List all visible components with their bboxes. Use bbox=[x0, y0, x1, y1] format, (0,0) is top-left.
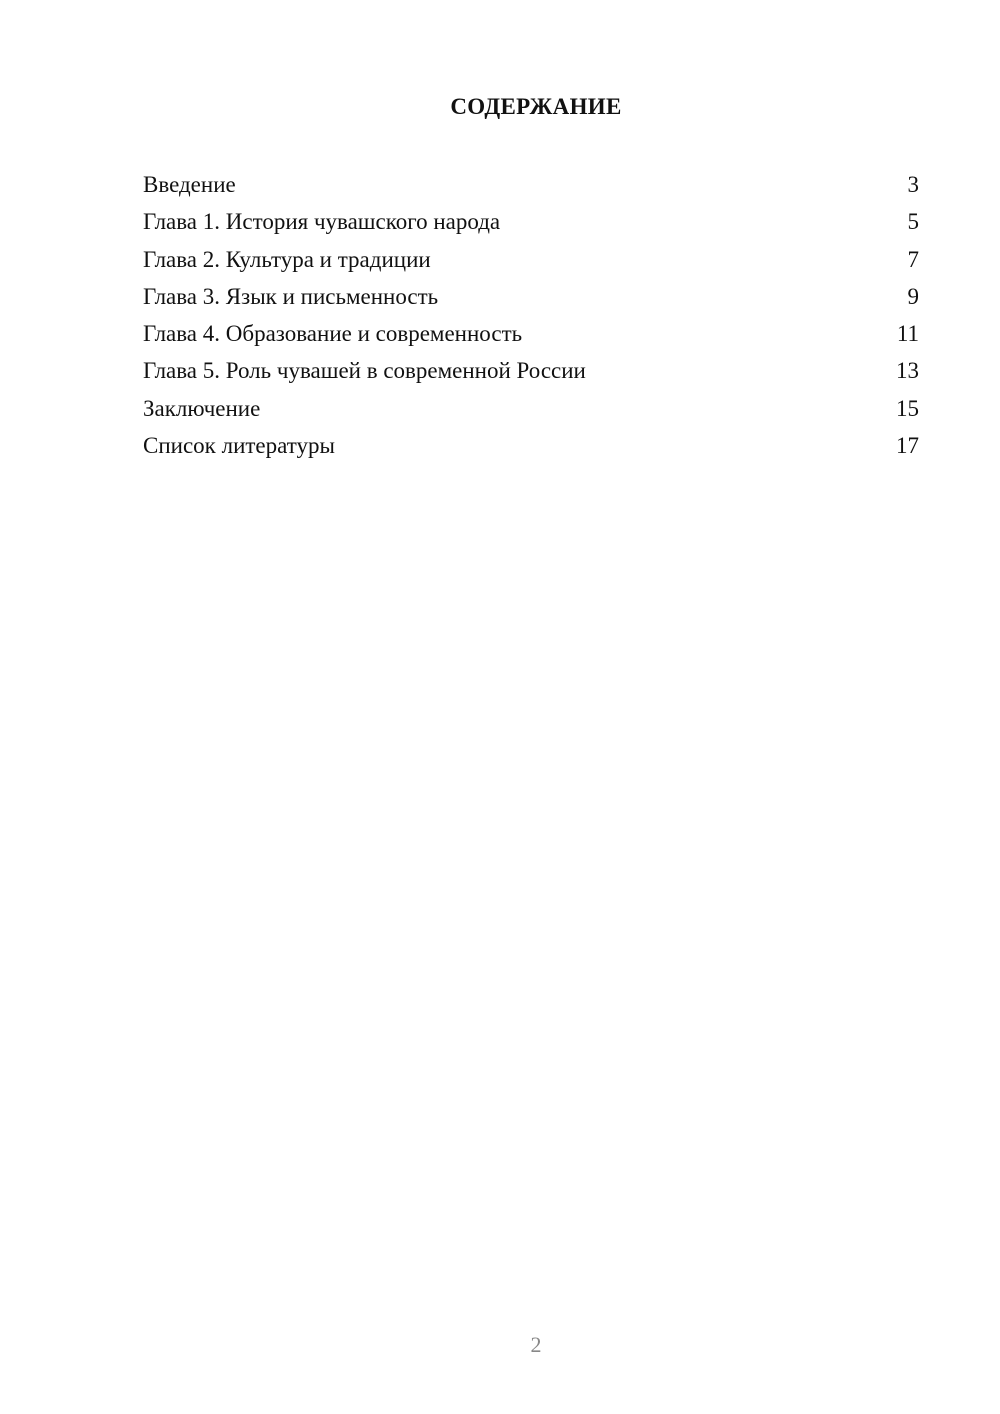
toc-entry-chapter-5 bbox=[143, 354, 919, 391]
toc-entry-chapter-4 bbox=[143, 317, 919, 354]
toc-entry-page: 15 bbox=[896, 395, 919, 421]
toc-entry-title: Список литературы bbox=[143, 433, 335, 459]
toc-entry-page: 13 bbox=[896, 358, 919, 384]
toc-entry-title: Глава 4. Образование и современность bbox=[143, 321, 523, 347]
page-title: СОДЕРЖАНИЕ bbox=[450, 94, 622, 119]
toc-entry-title: Глава 5. Роль чувашей в современной России bbox=[143, 358, 586, 384]
toc-entry-introduction bbox=[143, 168, 919, 205]
toc-entry-chapter-2 bbox=[143, 243, 919, 280]
toc-entry-page: 5 bbox=[907, 209, 919, 235]
toc-entry-page: 11 bbox=[896, 321, 919, 347]
toc-entry-chapter-3 bbox=[143, 280, 919, 317]
toc-entry-title: Заключение bbox=[143, 395, 261, 421]
page-number: 2 bbox=[530, 1332, 542, 1357]
toc-entry-page: 17 bbox=[896, 433, 919, 459]
toc-entry-chapter-1 bbox=[143, 205, 919, 242]
toc-entry-bibliography bbox=[143, 429, 919, 466]
table-of-contents bbox=[143, 168, 919, 466]
toc-entry-page: 9 bbox=[907, 283, 919, 309]
toc-entry-page: 7 bbox=[907, 246, 919, 272]
toc-entry-title: Введение bbox=[143, 172, 236, 197]
toc-entry-conclusion bbox=[143, 392, 919, 429]
toc-entry-title: Глава 2. Культура и традиции bbox=[143, 246, 431, 272]
toc-entry-page: 3 bbox=[907, 172, 919, 197]
toc-entry-title: Глава 3. Язык и письменность bbox=[143, 283, 439, 309]
toc-entry-title: Глава 1. История чувашского народа bbox=[143, 209, 501, 235]
